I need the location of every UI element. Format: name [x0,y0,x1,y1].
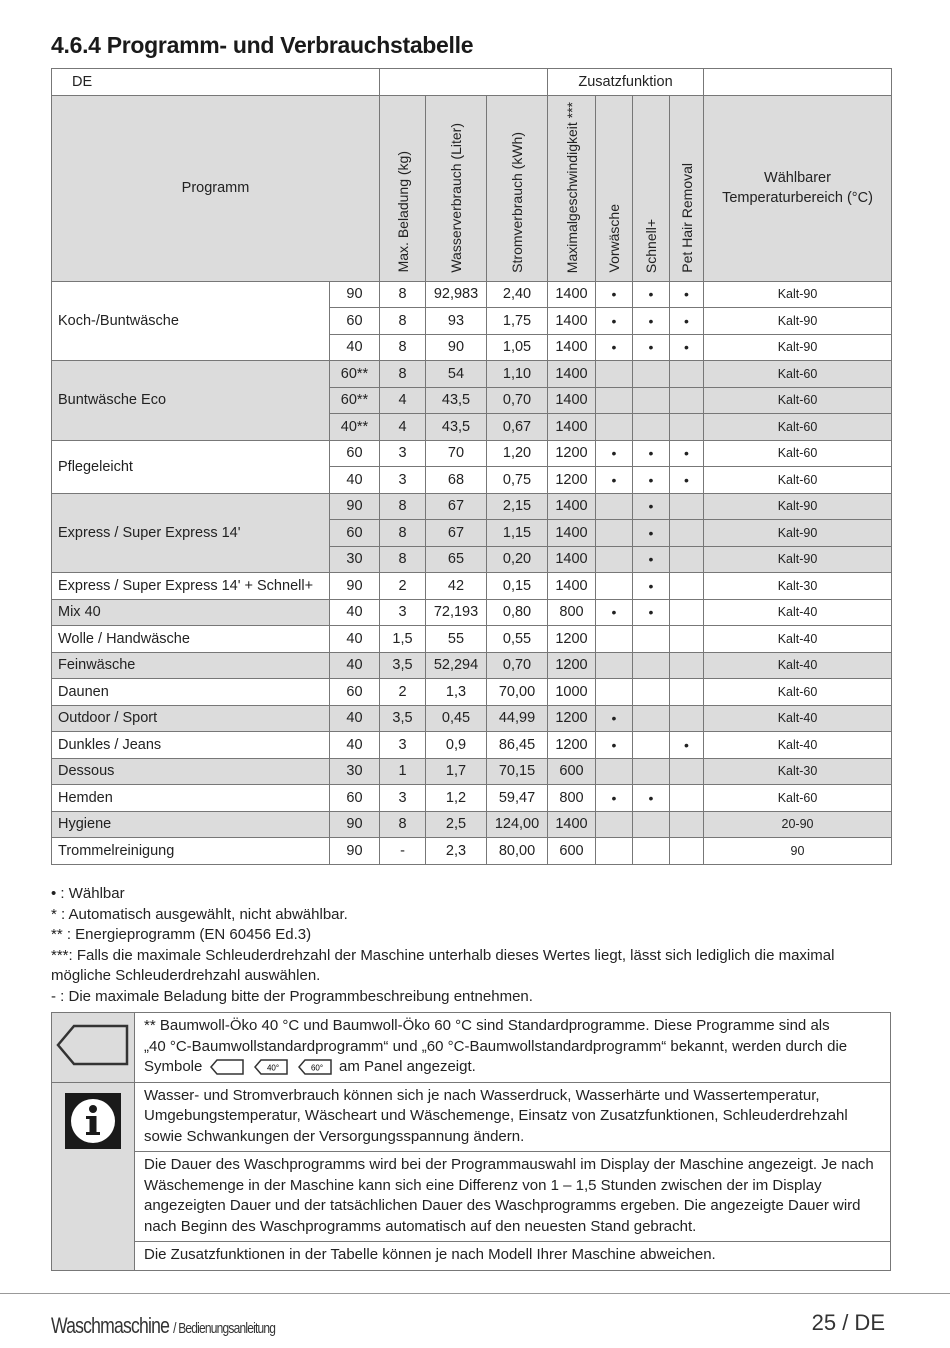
section-heading: 4.6.4 Programm- und Verbrauchstabelle [51,32,474,58]
program-name: Wolle / Handwäsche [52,626,330,653]
schnell-mark: • [633,546,670,573]
pet-hair-mark: • [670,334,704,361]
schnell-mark: • [633,520,670,547]
table-row [52,493,892,520]
max-load: 3 [380,599,426,626]
water-usage: 90 [426,334,487,361]
tag-40-icon [254,1059,288,1075]
water-usage: 52,294 [426,652,487,679]
water-usage: 70 [426,440,487,467]
pet-hair-mark [670,493,704,520]
vorwaesche-mark [596,679,633,706]
vorwaesche-mark: • [596,599,633,626]
water-usage: 1,3 [426,679,487,706]
table-row [52,652,892,679]
note-model-variation: Die Zusatzfunktionen in der Tabelle können je nach Modell Ihrer Maschine abweichen. [135,1242,891,1271]
temperature: 60 [330,308,380,335]
max-load: 8 [380,546,426,573]
vorwaesche-mark [596,652,633,679]
temperature: 40 [330,732,380,759]
vorwaesche-mark [596,758,633,785]
temperature-range: Kalt-90 [704,334,892,361]
temperature: 60** [330,361,380,388]
table-row [52,838,892,865]
header-row-columns [52,95,892,281]
footer-product: Waschmaschine [51,1313,170,1338]
schnell-mark [633,811,670,838]
stromverbrauch-header: Stromverbrauch (kWh) [487,95,548,281]
temperature: 40** [330,414,380,441]
vorwaesche-mark: • [596,334,633,361]
spin-speed: 1400 [548,334,596,361]
temperature: 60 [330,679,380,706]
schnell-mark [633,838,670,865]
pet-hair-mark: • [670,440,704,467]
footer-doc-type: / Bedienungsanleitung [173,1320,276,1337]
spin-speed: 1400 [548,573,596,600]
legend-line: ** : Energieprogramm (EN 60456 Ed.3) [51,926,312,943]
info-icon-cell [52,1082,135,1270]
temperature: 40 [330,599,380,626]
programm-header: Programm [52,95,380,281]
svg-text:60°: 60° [310,1063,323,1073]
table-row [52,732,892,759]
water-usage: 43,5 [426,414,487,441]
program-name: Express / Super Express 14' + Schnell+ [52,573,330,600]
notes-box [51,1012,891,1271]
schnell-mark [633,387,670,414]
temperature-range: Kalt-60 [704,679,892,706]
legend-line: * : Automatisch ausgewählt, nicht abwählbar. [51,905,348,923]
spin-speed: 1400 [548,546,596,573]
temperature-range: Kalt-90 [704,308,892,335]
temperature-range: Kalt-90 [704,546,892,573]
spin-speed: 1400 [548,308,596,335]
max-load: 2 [380,573,426,600]
temperature-range: Kalt-60 [704,387,892,414]
water-usage: 1,7 [426,758,487,785]
note-row [52,1082,891,1152]
temperature: 40 [330,334,380,361]
water-usage: 0,9 [426,732,487,759]
note-symbols-line [144,1057,882,1078]
water-usage: 54 [426,361,487,388]
max-load: 8 [380,520,426,547]
table-row [52,679,892,706]
program-name: Hemden [52,785,330,812]
header-row-top [52,69,892,96]
info-icon [65,1093,121,1149]
program-name: Dunkles / Jeans [52,732,330,759]
pet-hair-mark: • [670,281,704,308]
vorwaesche-mark [596,811,633,838]
temperature-range: Kalt-40 [704,732,892,759]
schnell-mark: • [633,440,670,467]
max-beladung-header: Max. Beladung (kg) [380,95,426,281]
vorwaesche-header: Vorwäsche [596,95,633,281]
vorwaesche-mark: • [596,785,633,812]
vorwaesche-mark [596,838,633,865]
energy-usage: 0,80 [487,599,548,626]
water-usage: 42 [426,573,487,600]
spin-speed: 1400 [548,811,596,838]
max-load: 3 [380,467,426,494]
energy-usage: 2,15 [487,493,548,520]
max-load: 8 [380,308,426,335]
program-name: Pflegeleicht [52,440,330,493]
water-usage: 0,45 [426,705,487,732]
temperature: 40 [330,467,380,494]
header-blank [704,69,892,96]
program-name: Hygiene [52,811,330,838]
note-text: am Panel angezeigt. [339,1058,476,1075]
temperature: 90 [330,493,380,520]
schnell-mark [633,705,670,732]
pet-hair-mark [670,626,704,653]
energy-usage: 2,40 [487,281,548,308]
spin-speed: 1200 [548,440,596,467]
spin-speed: 1400 [548,493,596,520]
header-blank [380,69,548,96]
schnell-mark: • [633,493,670,520]
schnell-mark: • [633,599,670,626]
vorwaesche-mark [596,414,633,441]
pet-hair-mark [670,838,704,865]
spin-speed: 800 [548,599,596,626]
max-load: 8 [380,334,426,361]
vorwaesche-mark: • [596,308,633,335]
tag-60-icon [298,1059,332,1075]
energy-usage: 1,05 [487,334,548,361]
water-usage: 67 [426,520,487,547]
blank-tag-icon [210,1059,244,1075]
temperature-range: Kalt-60 [704,785,892,812]
spin-speed: 1000 [548,679,596,706]
temperature-range: Kalt-60 [704,414,892,441]
table-row [52,281,892,308]
program-name: Koch-/Buntwäsche [52,281,330,361]
note-row [52,1152,891,1242]
pet-hair-mark [670,705,704,732]
spin-speed: 1200 [548,732,596,759]
vorwaesche-mark [596,520,633,547]
note-text: ** Baumwoll-Öko 40 °C und Baumwoll-Öko 60 °C sind Standardprogramme. Diese Programme sind als [144,1017,830,1034]
temperature: 30 [330,758,380,785]
vorwaesche-mark [596,493,633,520]
note-consumption: Wasser- und Stromverbrauch können sich je nach Wasserdruck, Wasserhärte und Wassertemperatur, Umgebungstemperatur, Wäscheart und Wäschemenge, Einsatz von Zusatzfunktionen, Schleuderdrehzahl sowie Schwankungen der Versorgungsspannung ändern. [135,1082,891,1152]
temperature-range-header: Wählbarer Temperaturbereich (°C) [704,95,892,281]
temperature: 40 [330,705,380,732]
temperature: 60 [330,785,380,812]
water-usage: 55 [426,626,487,653]
water-usage: 93 [426,308,487,335]
energy-usage: 80,00 [487,838,548,865]
max-load: 4 [380,387,426,414]
energy-usage: 0,55 [487,626,548,653]
note-row [52,1013,891,1083]
spin-speed: 1400 [548,520,596,547]
program-name: Express / Super Express 14' [52,493,330,573]
zusatzfunktion-header: Zusatzfunktion [548,69,704,96]
max-load: 4 [380,414,426,441]
note-text: Symbole [144,1058,203,1075]
spin-speed: 600 [548,838,596,865]
tag-icon-cell [52,1013,135,1083]
program-name: Daunen [52,679,330,706]
note-row [52,1242,891,1271]
pet-hair-mark [670,573,704,600]
table-row [52,361,892,388]
pet-hair-mark [670,546,704,573]
temperature-range: Kalt-40 [704,626,892,653]
temperature: 60 [330,520,380,547]
water-usage: 72,193 [426,599,487,626]
schnell-mark: • [633,573,670,600]
schnell-mark: • [633,281,670,308]
pet-hair-mark: • [670,732,704,759]
schnell-mark [633,758,670,785]
pet-hair-mark: • [670,467,704,494]
schnell-mark [633,414,670,441]
spin-speed: 1400 [548,281,596,308]
temperature-range: Kalt-30 [704,758,892,785]
water-usage: 2,5 [426,811,487,838]
water-usage: 68 [426,467,487,494]
temperature-range: Kalt-40 [704,652,892,679]
energy-usage: 0,75 [487,467,548,494]
table-row [52,785,892,812]
legend-line: - : Die maximale Beladung bitte der Programmbeschreibung entnehmen. [51,987,533,1005]
temperature-range: Kalt-60 [704,440,892,467]
schnell-mark [633,652,670,679]
table-row [52,573,892,600]
temperature: 60** [330,387,380,414]
energy-usage: 0,67 [487,414,548,441]
schnell-mark [633,626,670,653]
schnell-mark [633,679,670,706]
pet-hair-header: Pet Hair Removal [670,95,704,281]
program-name: Outdoor / Sport [52,705,330,732]
temperature-range: Kalt-30 [704,573,892,600]
vorwaesche-mark [596,361,633,388]
legend-line: ***: Falls die maximale Schleuderdrehzahl der Maschine unterhalb dieses Wertes liegt, lässt sich lediglich die maximal [51,946,835,964]
spin-speed: 600 [548,758,596,785]
temperature: 30 [330,546,380,573]
energy-usage: 44,99 [487,705,548,732]
temperature: 90 [330,281,380,308]
vorwaesche-mark: • [596,467,633,494]
energy-usage: 0,15 [487,573,548,600]
schnell-mark [633,732,670,759]
vorwaesche-mark: • [596,732,633,759]
energy-usage: 0,20 [487,546,548,573]
table-row [52,758,892,785]
max-load: 8 [380,493,426,520]
temperature-range: Kalt-40 [704,705,892,732]
table-legend [51,884,891,1007]
spin-speed: 1200 [548,467,596,494]
spin-speed: 800 [548,785,596,812]
spin-speed: 1400 [548,387,596,414]
pet-hair-mark [670,758,704,785]
footer-divider [0,1293,950,1294]
max-load: 2 [380,679,426,706]
energy-usage: 1,20 [487,440,548,467]
program-name: Dessous [52,758,330,785]
max-load: 3 [380,440,426,467]
water-usage: 92,983 [426,281,487,308]
temperature: 90 [330,838,380,865]
language-label: DE [52,69,380,96]
wasserverbrauch-header: Wasserverbrauch (Liter) [426,95,487,281]
water-usage: 1,2 [426,785,487,812]
table-row [52,705,892,732]
temperature-range: Kalt-60 [704,467,892,494]
energy-usage: 86,45 [487,732,548,759]
program-name: Feinwäsche [52,652,330,679]
energy-usage: 0,70 [487,652,548,679]
spin-speed: 1400 [548,361,596,388]
vorwaesche-mark [596,626,633,653]
vorwaesche-mark [596,573,633,600]
spin-speed: 1400 [548,414,596,441]
spin-speed: 1200 [548,652,596,679]
max-load: 3,5 [380,652,426,679]
temperature: 90 [330,811,380,838]
pet-hair-mark [670,679,704,706]
temperature: 90 [330,573,380,600]
spin-speed: 1200 [548,626,596,653]
energy-usage: 1,15 [487,520,548,547]
max-load: 1,5 [380,626,426,653]
temperature-range: Kalt-40 [704,599,892,626]
vorwaesche-mark: • [596,440,633,467]
program-name: Trommelreinigung [52,838,330,865]
pet-hair-mark [670,520,704,547]
schnell-mark: • [633,308,670,335]
schnell-header: Schnell+ [633,95,670,281]
pet-hair-mark [670,599,704,626]
temperature: 60 [330,440,380,467]
water-usage: 43,5 [426,387,487,414]
max-load: 8 [380,281,426,308]
page-number: 25 / DE [811,1310,885,1335]
energy-usage: 0,70 [487,387,548,414]
energy-usage: 124,00 [487,811,548,838]
table-row [52,811,892,838]
footer-title [51,1313,275,1339]
note-eco-programs [135,1013,891,1083]
max-load: 3 [380,785,426,812]
energy-usage: 70,15 [487,758,548,785]
schnell-mark: • [633,785,670,812]
temperature-range: Kalt-90 [704,493,892,520]
energy-usage: 59,47 [487,785,548,812]
pet-hair-mark [670,387,704,414]
temperature: 40 [330,652,380,679]
table-row [52,599,892,626]
vorwaesche-mark: • [596,281,633,308]
temperature-range: Kalt-60 [704,361,892,388]
max-load: 8 [380,811,426,838]
energy-usage: 70,00 [487,679,548,706]
table-row [52,440,892,467]
pet-hair-mark [670,414,704,441]
program-name: Mix 40 [52,599,330,626]
legend-line: mögliche Schleuderdrehzahl auswählen. [51,967,321,984]
max-load: 3 [380,732,426,759]
water-usage: 2,3 [426,838,487,865]
legend-line: • : Wählbar [51,885,125,902]
energy-usage: 1,75 [487,308,548,335]
energy-usage: 1,10 [487,361,548,388]
svg-text:40°: 40° [266,1063,279,1073]
water-usage: 67 [426,493,487,520]
program-name: Buntwäsche Eco [52,361,330,441]
temperature: 40 [330,626,380,653]
pet-hair-mark [670,652,704,679]
pet-hair-mark [670,361,704,388]
temperature-range: 90 [704,838,892,865]
max-load: - [380,838,426,865]
temperature-range: Kalt-90 [704,281,892,308]
pet-hair-mark [670,785,704,812]
program-consumption-table [51,68,892,865]
vorwaesche-mark [596,546,633,573]
spin-speed: 1200 [548,705,596,732]
max-load: 8 [380,361,426,388]
max-load: 3,5 [380,705,426,732]
schnell-mark: • [633,334,670,361]
schnell-mark [633,361,670,388]
max-load: 1 [380,758,426,785]
vorwaesche-mark [596,387,633,414]
tag-icon [56,1024,130,1066]
pet-hair-mark: • [670,308,704,335]
water-usage: 65 [426,546,487,573]
temperature-range: Kalt-90 [704,520,892,547]
schleuder-header: Maximalgeschwindigkeit *** [548,95,596,281]
pet-hair-mark [670,811,704,838]
schnell-mark: • [633,467,670,494]
note-duration: Die Dauer des Waschprogramms wird bei der Programmauswahl im Display der Maschine angezeigt. Je nach Wäschemenge in der Maschine kann sich eine Differenz von 1 – 1,5 Stunden zwischen der im Display angezeigten Dauer und der tatsächlichen Dauer des Waschprogramms ergeben. Die angezeigte Dauer wird nach Beginn des Waschprogramms automatisch auf den neuesten Stand gebracht. [135,1152,891,1242]
temperature-range: 20-90 [704,811,892,838]
vorwaesche-mark: • [596,705,633,732]
table-row [52,626,892,653]
note-text: „40 °C-Baumwollstandardprogramm“ und „60 °C-Baumwollstandardprogramm“ bekannt, werden durch die [144,1037,848,1055]
